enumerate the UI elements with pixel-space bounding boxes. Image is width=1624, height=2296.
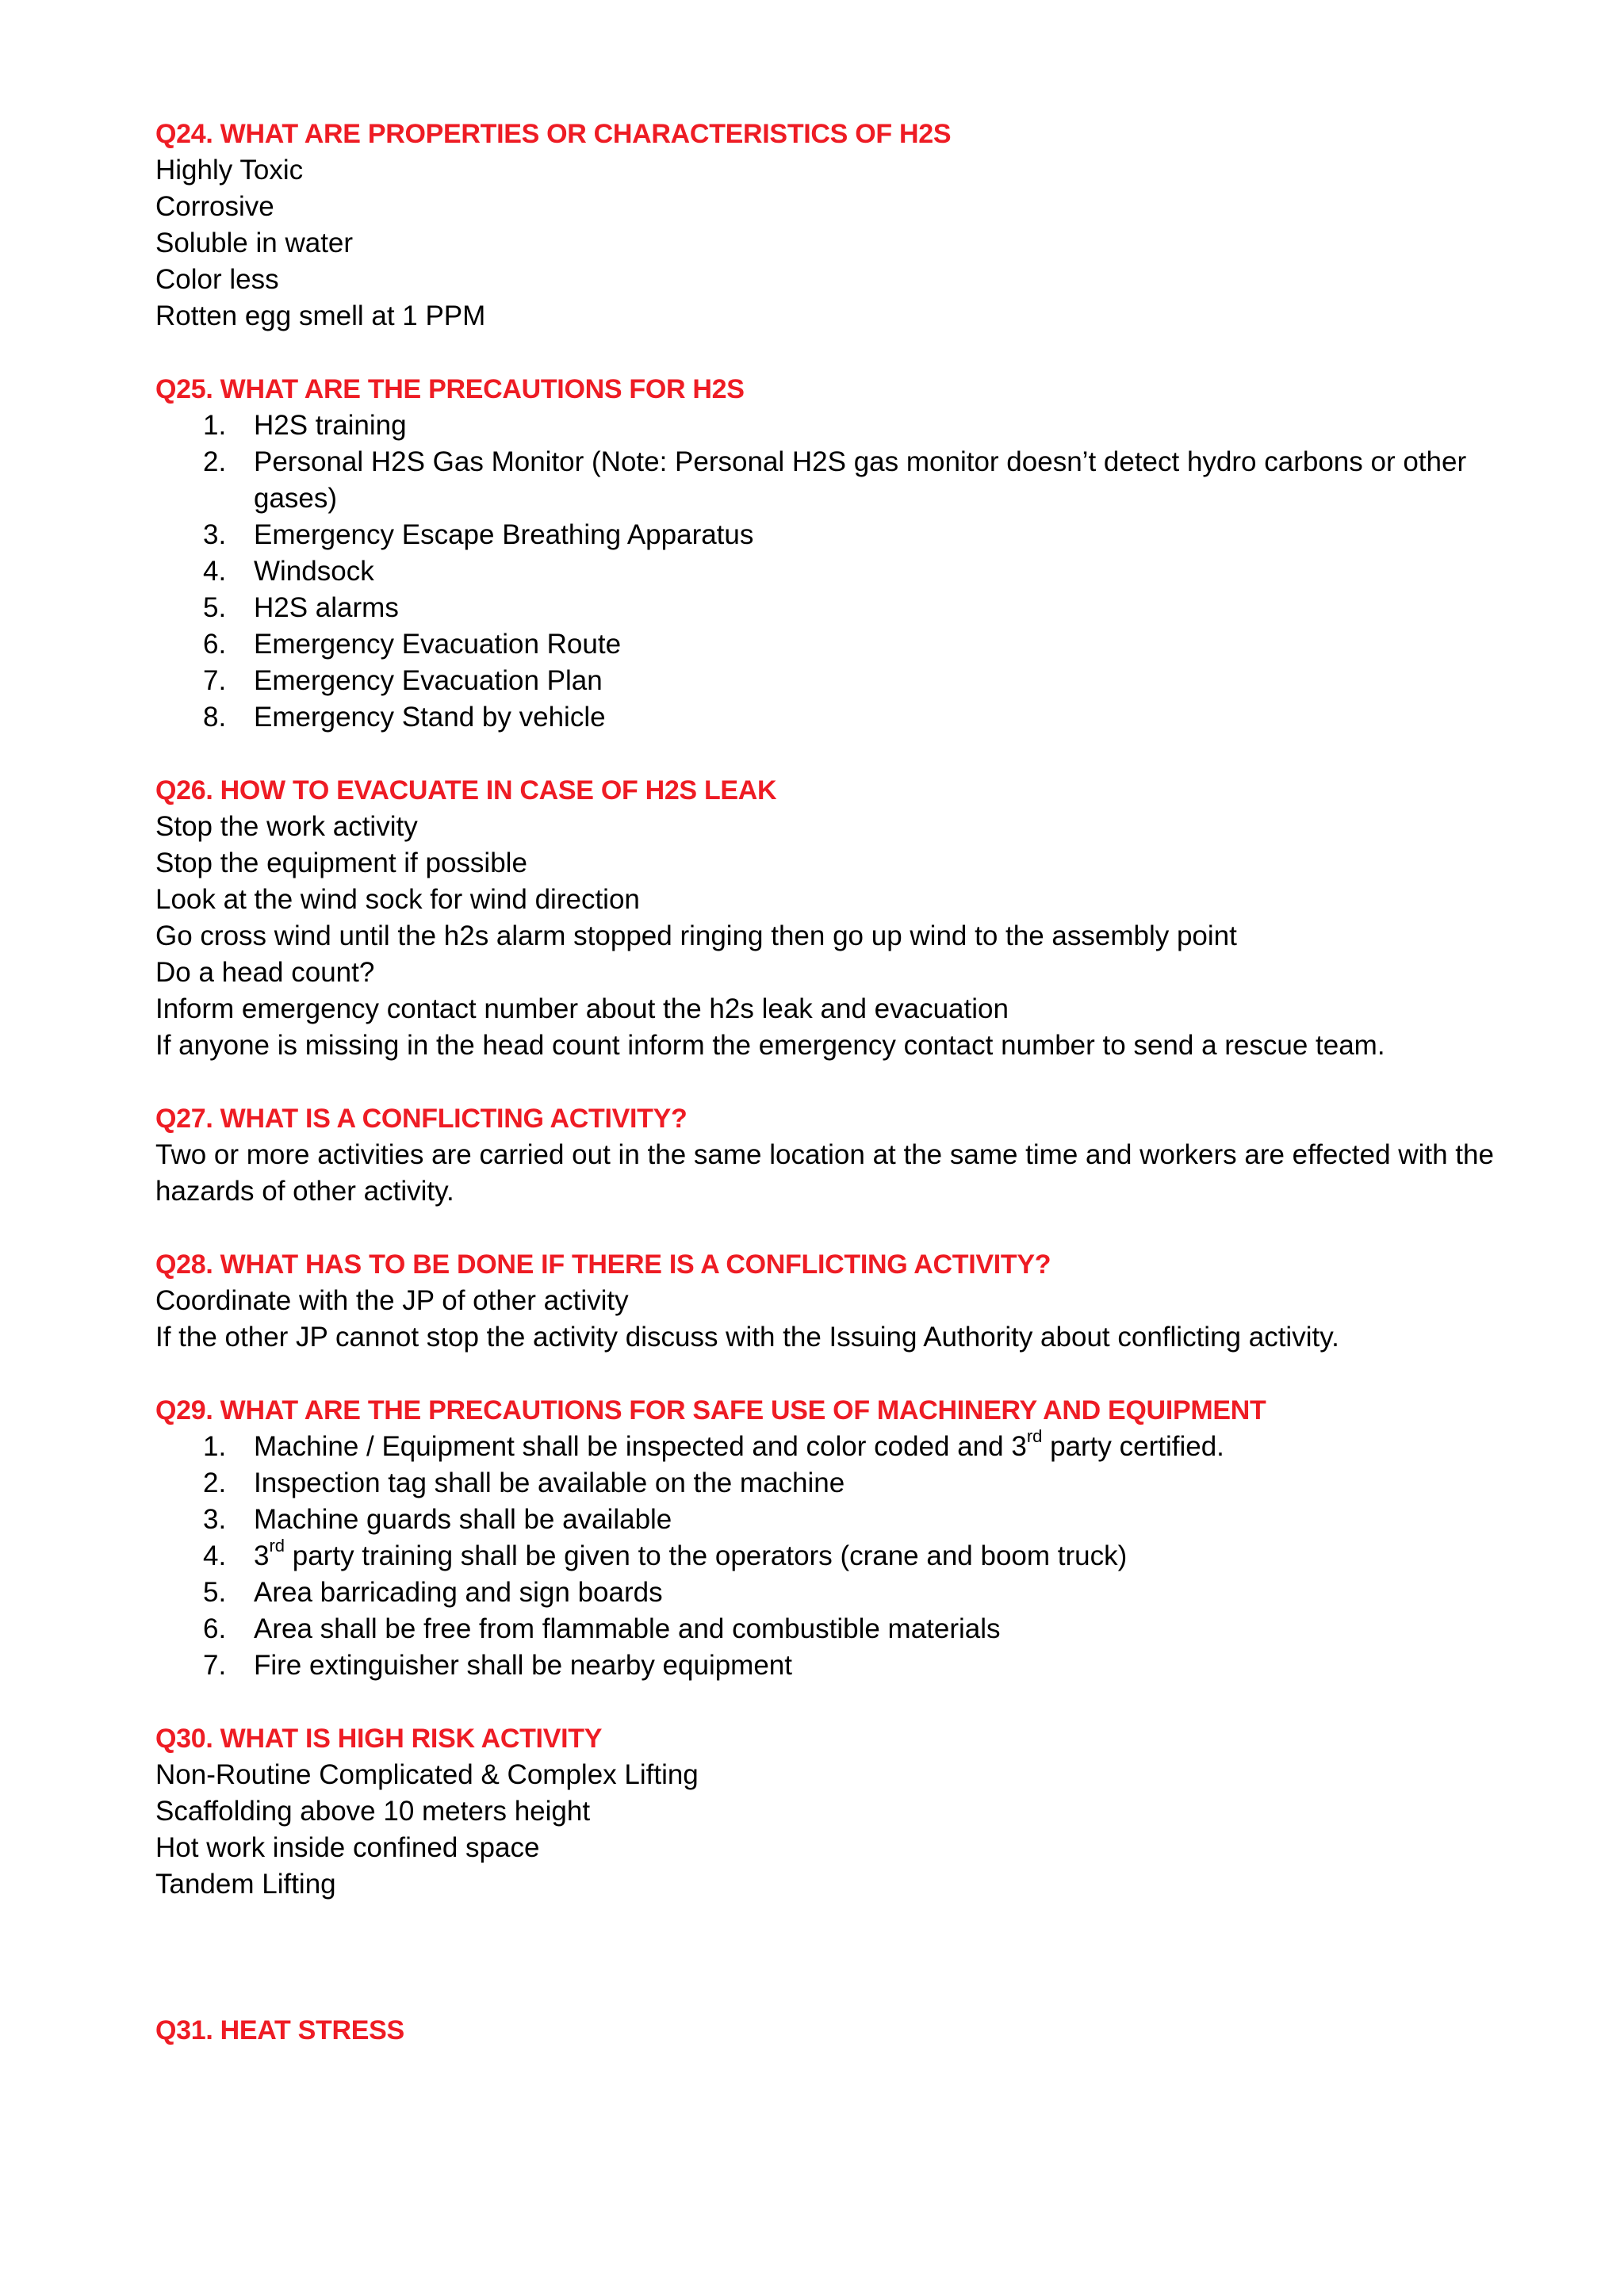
answer-line: If anyone is missing in the head count inform the emergency contact number to send a rescue team. [155, 1030, 1385, 1061]
question-heading: Q30. WHAT IS HIGH RISK ACTIVITY [155, 1724, 603, 1754]
list-item-text: Emergency Stand by vehicle [254, 702, 606, 733]
list-number: 5. [203, 592, 227, 623]
list-item [155, 517, 1519, 553]
answer-line: Highly Toxic [155, 155, 304, 186]
list-item-text: Personal H2S Gas Monitor (Note: Personal H2S gas monitor doesn’t detect hydro carbons or other gases) [254, 446, 1467, 514]
list-item [155, 699, 1519, 736]
answer-line: Tandem Lifting [155, 1869, 336, 1900]
list-item [155, 1502, 1519, 1538]
list-item [155, 1575, 1519, 1611]
document-page [155, 116, 1519, 2085]
list-item [155, 444, 1519, 517]
question-heading: Q25. WHAT ARE THE PRECAUTIONS FOR H2S [155, 374, 745, 404]
list-item [155, 626, 1519, 663]
list-item-text: Emergency Evacuation Route [254, 629, 622, 660]
list-number: 6. [203, 629, 227, 660]
list-item-text: Emergency Escape Breathing Apparatus [254, 519, 754, 550]
answer-paragraph: Two or more activities are carried out in the same location at the same time and workers are effected with the hazards of other activity. [155, 1139, 1494, 1207]
answer-line: Inform emergency contact number about the h2s leak and evacuation [155, 993, 1009, 1024]
question-heading: Q27. WHAT IS A CONFLICTING ACTIVITY? [155, 1104, 688, 1134]
question-heading: Q24. WHAT ARE PROPERTIES OR CHARACTERISTICS OF H2S [155, 119, 952, 149]
list-item-text: Emergency Evacuation Plan [254, 665, 603, 696]
question-heading: Q29. WHAT ARE THE PRECAUTIONS FOR SAFE USE OF MACHINERY AND EQUIPMENT [155, 1395, 1266, 1425]
section-q29 [155, 1392, 1519, 1684]
list-item [155, 1538, 1519, 1575]
list-number: 3. [203, 1504, 227, 1535]
numbered-list [155, 1426, 1519, 1684]
list-item [155, 1611, 1519, 1647]
answer-line: Scaffolding above 10 meters height [155, 1796, 591, 1827]
answer-line: Stop the work activity [155, 811, 418, 842]
list-item-text: Machine / Equipment shall be inspected and color coded and 3 [254, 1431, 1027, 1462]
section-q28 [155, 1246, 1519, 1356]
question-heading: Q28. WHAT HAS TO BE DONE IF THERE IS A CONFLICTING ACTIVITY? [155, 1249, 1051, 1280]
list-item [155, 663, 1519, 699]
superscript: rd [269, 1536, 285, 1556]
list-number: 8. [203, 702, 227, 733]
list-item [155, 408, 1519, 444]
answer-line: Coordinate with the JP of other activity [155, 1285, 629, 1316]
list-item-text: Machine guards shall be available [254, 1504, 672, 1535]
list-item [155, 1465, 1519, 1502]
answer-line: Stop the equipment if possible [155, 848, 527, 878]
answer-line: Look at the wind sock for wind direction [155, 884, 640, 915]
list-item [155, 1426, 1519, 1465]
list-number: 2. [203, 1468, 227, 1498]
answer-line: Color less [155, 264, 279, 295]
answer-line: If the other JP cannot stop the activity discuss with the Issuing Authority about conflicting activity. [155, 1322, 1339, 1353]
section-q24 [155, 116, 1519, 335]
section-q26 [155, 772, 1519, 1064]
list-number: 6. [203, 1613, 227, 1644]
spacer [155, 1939, 1519, 2012]
list-number: 7. [203, 1650, 227, 1681]
list-item [155, 590, 1519, 626]
answer-line: Non-Routine Complicated & Complex Lifting [155, 1759, 699, 1790]
list-item-text: party certified. [1042, 1431, 1224, 1462]
list-number: 7. [203, 665, 227, 696]
answer-line: Do a head count? [155, 957, 375, 988]
list-number: 2. [203, 446, 227, 477]
section-q27 [155, 1100, 1519, 1210]
list-item-text: H2S training [254, 410, 407, 441]
list-number: 3. [203, 519, 227, 550]
list-item [155, 553, 1519, 590]
numbered-list [155, 408, 1519, 736]
list-item-text: H2S alarms [254, 592, 399, 623]
list-item-text: Area shall be free from flammable and combustible materials [254, 1613, 1001, 1644]
list-item-text: Inspection tag shall be available on the machine [254, 1468, 845, 1498]
answer-line: Go cross wind until the h2s alarm stopped ringing then go up wind to the assembly point [155, 920, 1237, 951]
question-heading: Q26. HOW TO EVACUATE IN CASE OF H2S LEAK [155, 775, 777, 806]
answer-line: Corrosive [155, 191, 274, 222]
list-item-text: party training shall be given to the operators (crane and boom truck) [285, 1540, 1128, 1571]
question-heading: Q31. HEAT STRESS [155, 2015, 404, 2045]
superscript: rd [1026, 1426, 1043, 1447]
list-number: 4. [203, 1540, 227, 1571]
list-item [155, 1647, 1519, 1684]
list-item-text: Windsock [254, 556, 374, 587]
list-number: 4. [203, 556, 227, 587]
list-number: 1. [203, 410, 227, 441]
list-number: 5. [203, 1577, 227, 1608]
section-q25 [155, 371, 1519, 736]
answer-line: Hot work inside confined space [155, 1832, 540, 1863]
list-number: 1. [203, 1431, 227, 1462]
list-item-text: Fire extinguisher shall be nearby equipment [254, 1650, 792, 1681]
list-item-text: Area barricading and sign boards [254, 1577, 663, 1608]
section-q31 [155, 2012, 1519, 2049]
answer-line: Soluble in water [155, 228, 354, 258]
answer-line: Rotten egg smell at 1 PPM [155, 300, 486, 331]
section-q30 [155, 1720, 1519, 1903]
list-item-text: 3 [254, 1540, 270, 1571]
